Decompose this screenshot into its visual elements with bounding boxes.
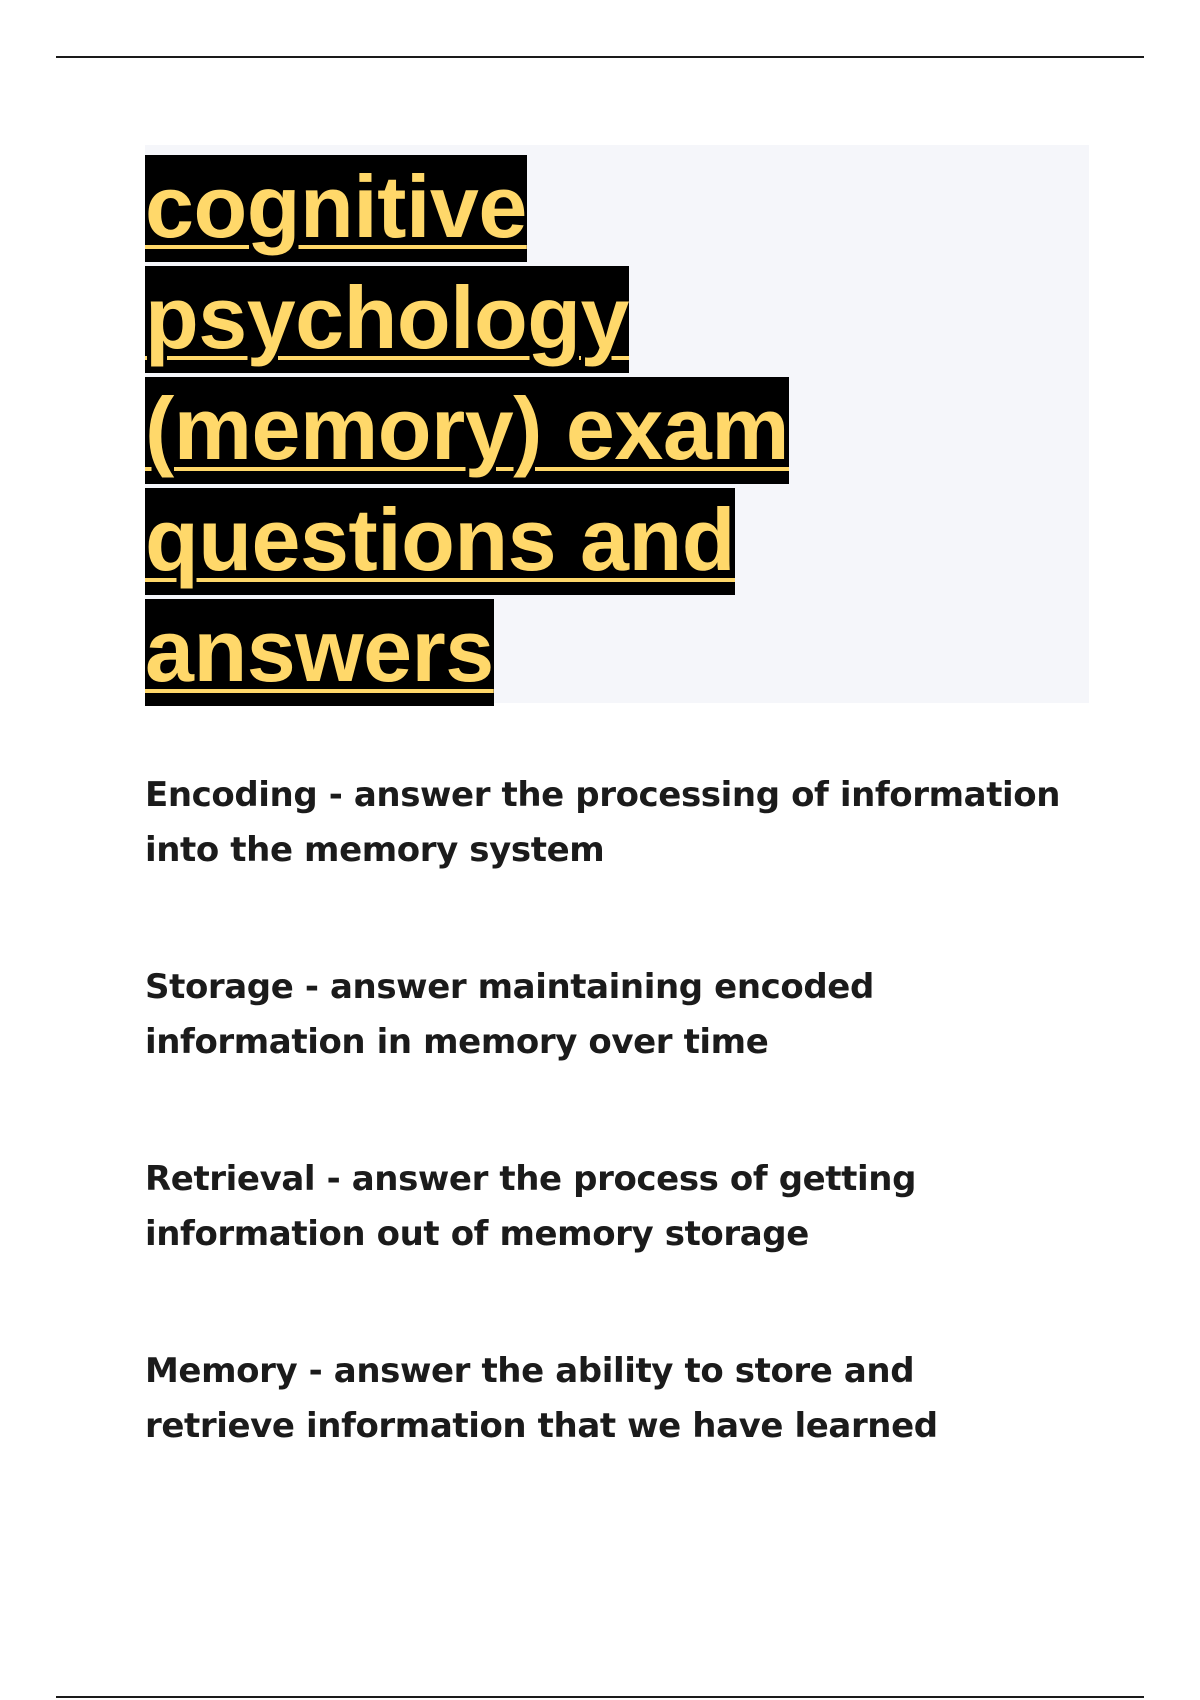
qa-item-encoding: Encoding - answer the processing of information into the memory system — [145, 775, 1061, 870]
top-divider — [56, 56, 1144, 58]
qa-item-storage: Storage - answer maintaining encoded information in memory over time — [145, 967, 874, 1062]
qa-list — [145, 768, 1065, 1536]
qa-item-retrieval: Retrieval - answer the process of getting information out of memory storage — [145, 1159, 917, 1254]
qa-item-memory: Memory - answer the ability to store and retrieve information that we have learned — [145, 1351, 938, 1446]
bottom-divider — [56, 1696, 1144, 1698]
document-title — [145, 151, 935, 706]
document-title-text: cognitive psychology (memory) exam questions and answers — [145, 155, 789, 706]
